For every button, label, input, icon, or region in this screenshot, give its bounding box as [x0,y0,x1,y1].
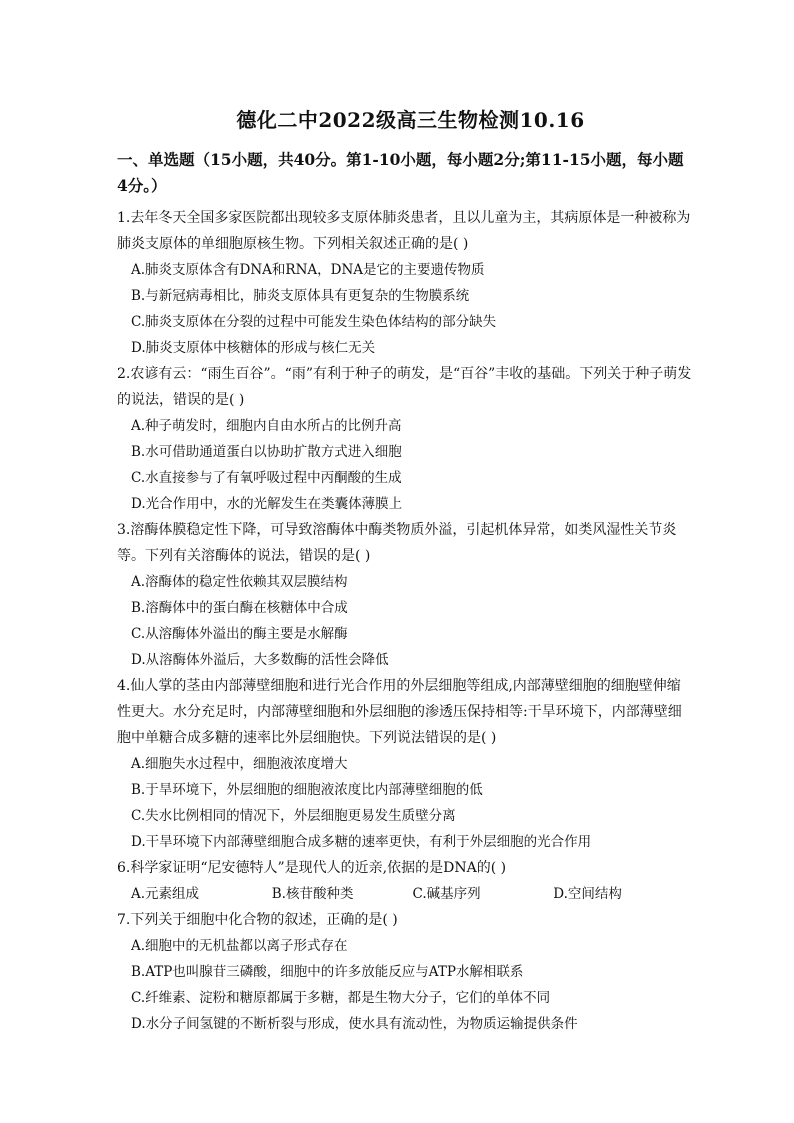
question-2 [117,361,694,517]
options-row [117,881,694,907]
option-b: B.核苷酸种类 [271,886,354,902]
option-c: C.从溶酶体外溢出的酶主要是水解酶 [131,626,348,642]
question-3 [117,517,694,673]
question-7 [117,907,694,1037]
question-stem: 7.下列关于细胞中化合物的叙述，正确的是( ) [117,912,398,928]
option-d: D.空间结构 [553,886,622,902]
option-c: C.水直接参与了有氧呼吸过程中丙酮酸的生成 [131,470,402,486]
option-a: A.种子萌发时，细胞内自由水所占的比例升高 [131,418,402,434]
option-c: C.肺炎支原体在分裂的过程中可能发生染色体结构的部分缺失 [131,314,497,330]
option-c: C.碱基序列 [412,886,481,902]
option-a: A.细胞失水过程中，细胞液浓度增大 [131,756,348,772]
question-stem: 6.科学家证明“尼安德特人”是现代人的近亲,依据的是DNA的( ) [117,860,507,876]
section-heading: 一、单选题（15小题，共40分。第1-10小题，每小题2分;第11-15小题，每小题4分。） [117,150,684,195]
question-stem: 2.农谚有云：“雨生百谷”。“雨”有利于种子的萌发，是“百谷”丰收的基础。下列关于种子萌发的说法，错误的是( ) [117,366,692,408]
question-stem: 1.去年冬天全国多家医院都出现较多支原体肺炎患者，且以儿童为主，其病原体是一种被称为肺炎支原体的单细胞原核生物。下列相关叙述正确的是( ) [117,210,691,252]
question-4 [117,673,694,855]
exam-title: 德化二中2022级高三生物检测10.16 [236,108,585,132]
option-d: D.从溶酶体外溢后，大多数酶的活性会降低 [131,652,389,668]
option-d: D.水分子间氢键的不断析裂与形成，使水具有流动性，为物质运输提供条件 [131,1016,578,1032]
question-stem: 3.溶酶体膜稳定性下降，可导致溶酶体中酶类物质外溢，引起机体异常，如类风湿性关节炎等。下列有关溶酶体的说法，错误的是( ) [117,522,677,564]
option-d: D.光合作用中，水的光解发生在类囊体薄膜上 [131,496,403,512]
option-d: D.肺炎支原体中核糖体的形成与核仁无关 [131,340,376,356]
option-b: B.于旱环境下，外层细胞的细胞液浓度比内部薄壁细胞的低 [131,782,483,798]
option-b: B.ATP也叫腺苷三磷酸，细胞中的许多放能反应与ATP水解相联系 [131,964,524,980]
option-c: C.失水比例相同的情况下，外层细胞更易发生质壁分离 [131,808,456,824]
option-a: A.肺炎支原体含有DNA和RNA，DNA是它的主要遗传物质 [131,262,485,278]
option-c: C.纤维素、淀粉和糖原都属于多糖，都是生物大分子，它们的单体不同 [131,990,551,1006]
question-stem: 4.仙人掌的茎由内部薄壁细胞和进行光合作用的外层细胞等组成,内部薄壁细胞的细胞壁伸缩性更大。水分充足时，内部薄壁细胞和外层细胞的渗透压保持相等:干旱环境下，内部薄壁细胞中单糖合成多糖的速率比外层细胞快。下列说法错误的是( ) [117,678,682,746]
option-a: A.元素组成 [131,886,200,902]
option-b: B.水可借助通道蛋白以协助扩散方式进入细胞 [131,444,402,460]
question-6 [117,855,694,907]
question-1 [117,205,694,361]
option-b: B.溶酶体中的蛋白酶在核糖体中合成 [131,600,348,616]
option-a: A.细胞中的无机盐都以离子形式存在 [131,938,348,954]
option-a: A.溶酶体的稳定性依赖其双层膜结构 [131,574,348,590]
option-d: D.干旱环境下内部薄壁细胞合成多糖的速率更快，有利于外层细胞的光合作用 [131,834,592,850]
option-b: B.与新冠病毒相比，肺炎支原体具有更复杂的生物膜系统 [131,288,470,304]
